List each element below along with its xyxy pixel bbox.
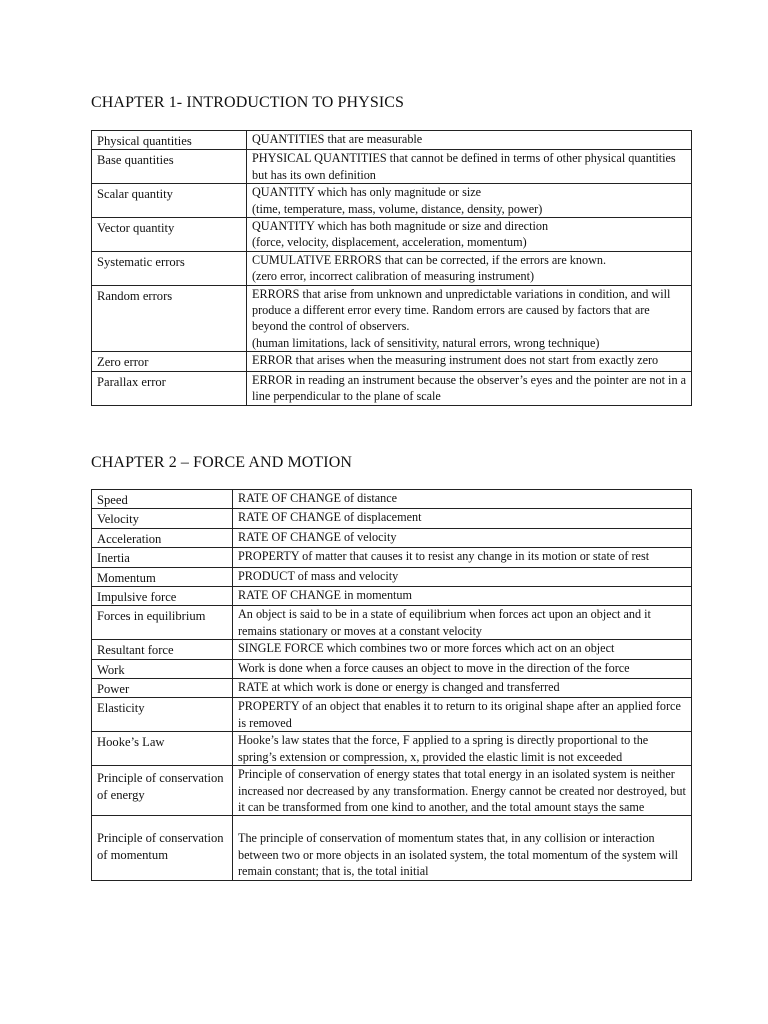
definition-cell	[247, 218, 692, 252]
term-cell: Principle of conservation of momentum	[92, 816, 233, 880]
term-cell: Zero error	[92, 352, 247, 371]
definition-cell: PHYSICAL QUANTITIES that cannot be defined in terms of other physical quantities but has its own definition	[247, 150, 692, 184]
table-row	[92, 150, 692, 184]
term-cell: Hooke’s Law	[92, 732, 233, 766]
definition-line: QUANTITY which has both magnitude or size and direction	[252, 219, 549, 234]
table-row	[92, 131, 692, 150]
term-cell: Forces in equilibrium	[92, 606, 233, 640]
term-cell: Velocity	[92, 509, 233, 528]
term-cell: Physical quantities	[92, 131, 247, 150]
table-row	[92, 640, 692, 659]
definition-cell: The principle of conservation of momentum states that, in any collision or interaction between two or more objects in an isolated system, the total momentum of the system will remain constant; that is, the total initial	[233, 816, 692, 880]
definition-cell: PROPERTY of an object that enables it to return to its original shape after an applied force is removed	[233, 698, 692, 732]
definition-cell: Hooke’s law states that the force, F applied to a spring is directly proportional to the spring’s extension or compression, x, provided the elastic limit is not exceeded	[233, 732, 692, 766]
table-row	[92, 352, 692, 371]
table-row	[92, 371, 692, 405]
definition-examples: (time, temperature, mass, volume, distance, density, power)	[252, 201, 543, 216]
chapter-1-table	[91, 130, 692, 406]
term-cell: Speed	[92, 490, 233, 509]
table-row	[92, 567, 692, 586]
definition-cell: SINGLE FORCE which combines two or more forces which act on an object	[233, 640, 692, 659]
table-row	[92, 548, 692, 567]
definition-cell: ERROR in reading an instrument because the observer’s eyes and the pointer are not in a line perpendicular to the plane of scale	[247, 371, 692, 405]
chapter-1-title: CHAPTER 1- INTRODUCTION TO PHYSICS	[91, 94, 405, 111]
definition-cell: Principle of conservation of energy states that total energy in an isolated system is neither increased nor decreased by any transformation. Energy cannot be created nor destroyed, but it can be transformed from one kind to another, and the total amount stays the same	[233, 766, 692, 816]
table-row	[92, 285, 692, 352]
term-cell: Power	[92, 679, 233, 698]
definition-cell: RATE at which work is done or energy is changed and transferred	[233, 679, 692, 698]
definition-cell	[247, 285, 692, 352]
definition-cell: An object is said to be in a state of equilibrium when forces act upon an object and it remains stationary or moves at a constant velocity	[233, 606, 692, 640]
definition-cell: RATE OF CHANGE of displacement	[233, 509, 692, 528]
definition-cell: RATE OF CHANGE of velocity	[233, 528, 692, 547]
definition-line: QUANTITY which has only magnitude or size	[252, 185, 482, 200]
definition-cell: QUANTITIES that are measurable	[247, 131, 692, 150]
table-row	[92, 490, 692, 509]
table-row	[92, 587, 692, 606]
table-row	[92, 509, 692, 528]
term-cell: Inertia	[92, 548, 233, 567]
definition-cell: ERROR that arises when the measuring instrument does not start from exactly zero	[247, 352, 692, 371]
definition-cell: Work is done when a force causes an object to move in the direction of the force	[233, 659, 692, 678]
term-cell: Elasticity	[92, 698, 233, 732]
term-cell: Impulsive force	[92, 587, 233, 606]
definition-cell: RATE OF CHANGE of distance	[233, 490, 692, 509]
table-row	[92, 218, 692, 252]
table-row	[92, 659, 692, 678]
table-row	[92, 251, 692, 285]
table-row	[92, 816, 692, 880]
definition-cell	[247, 184, 692, 218]
definition-cell: PROPERTY of matter that causes it to resist any change in its motion or state of rest	[233, 548, 692, 567]
term-cell: Principle of conservation of energy	[92, 766, 233, 816]
table-row	[92, 528, 692, 547]
term-cell: Resultant force	[92, 640, 233, 659]
definition-examples: (force, velocity, displacement, acceleration, momentum)	[252, 235, 527, 250]
table-row	[92, 184, 692, 218]
table-row	[92, 732, 692, 766]
table-row	[92, 698, 692, 732]
chapter-2-table	[91, 489, 692, 881]
definition-line: CUMULATIVE ERRORS that can be corrected, if the errors are known.	[252, 252, 607, 267]
definition-examples: (zero error, incorrect calibration of measuring instrument)	[252, 269, 535, 284]
term-cell: Vector quantity	[92, 218, 247, 252]
table-row	[92, 606, 692, 640]
definition-cell	[247, 251, 692, 285]
table-row	[92, 679, 692, 698]
term-cell: Systematic errors	[92, 251, 247, 285]
definition-examples: (human limitations, lack of sensitivity, natural errors, wrong technique)	[252, 335, 600, 350]
term-cell: Momentum	[92, 567, 233, 586]
definition-cell: RATE OF CHANGE in momentum	[233, 587, 692, 606]
table-row	[92, 766, 692, 816]
term-cell: Work	[92, 659, 233, 678]
term-cell: Base quantities	[92, 150, 247, 184]
term-cell: Acceleration	[92, 528, 233, 547]
chapter-2-title: CHAPTER 2 – FORCE AND MOTION	[91, 454, 353, 471]
term-cell: Scalar quantity	[92, 184, 247, 218]
term-cell: Parallax error	[92, 371, 247, 405]
definition-cell: PRODUCT of mass and velocity	[233, 567, 692, 586]
term-cell: Random errors	[92, 285, 247, 352]
definition-line: ERRORS that arise from unknown and unpredictable variations in condition, and will produce a different error every time. Random errors are caused by factors that are beyond the control of observers.	[252, 286, 671, 334]
